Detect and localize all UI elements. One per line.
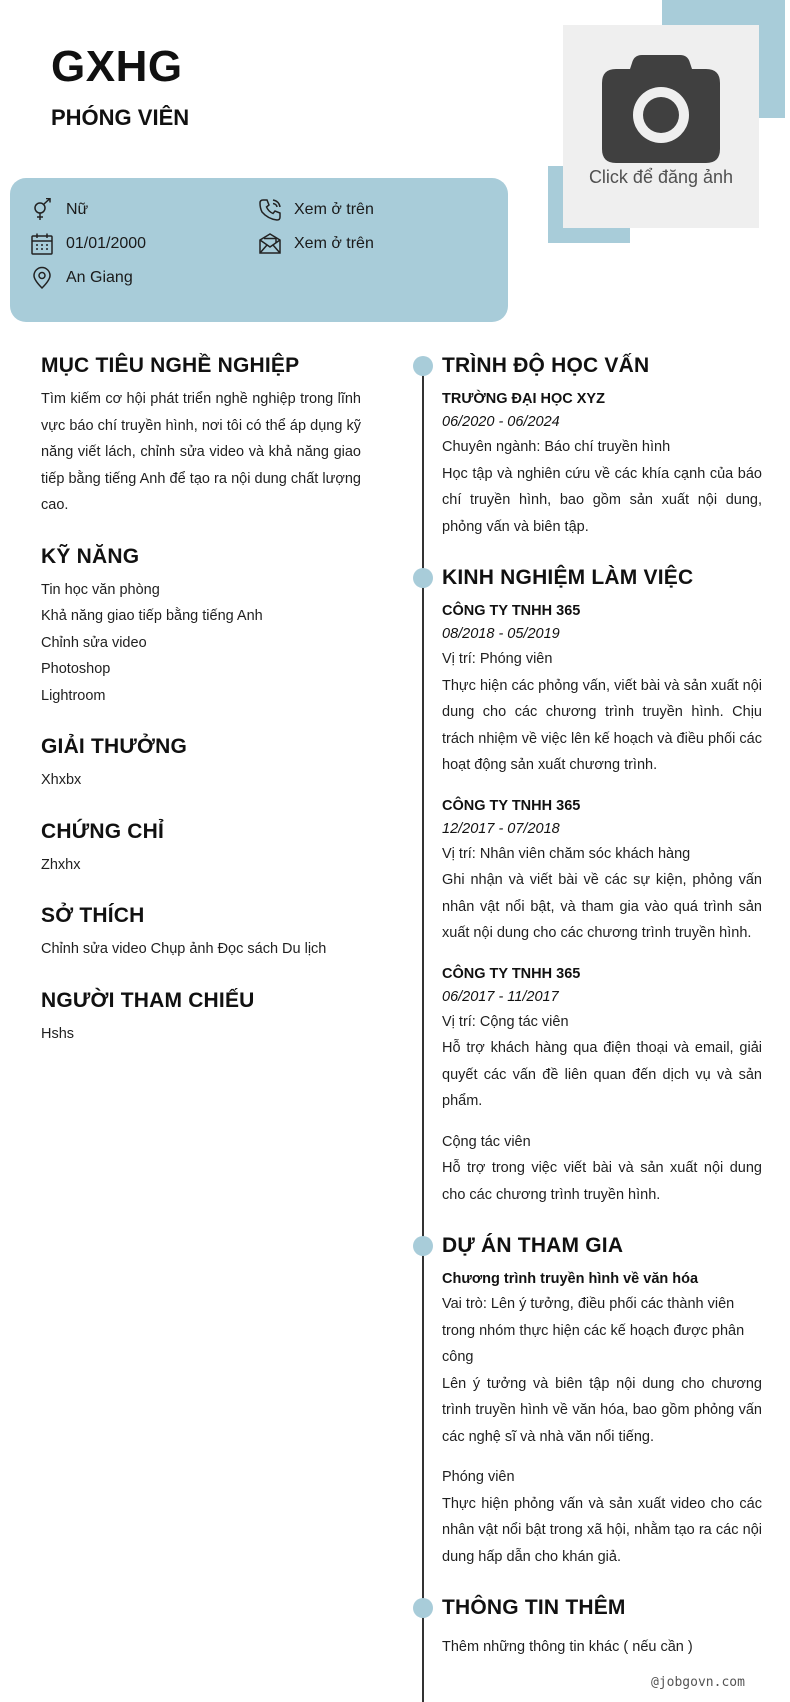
- contact-address[interactable]: [30, 266, 133, 290]
- photo-upload-label: Click để đăng ảnh: [588, 167, 734, 187]
- education-title: TRÌNH ĐỘ HỌC VẤN: [442, 354, 650, 377]
- experience-extra: [442, 1129, 762, 1209]
- education-section: [442, 352, 762, 540]
- email-value: Xem ở trên: [294, 235, 374, 252]
- experience-section: [442, 564, 762, 1208]
- watermark: @jobgovn.com: [651, 1675, 745, 1690]
- mail-icon: [258, 232, 282, 256]
- timeline-dot: [413, 356, 433, 376]
- timeline-line: [422, 362, 424, 1702]
- experience-company[interactable]: CÔNG TY TNHH 365: [442, 797, 581, 814]
- contact-phone[interactable]: [258, 198, 374, 222]
- education-period[interactable]: 06/2020 - 06/2024: [442, 414, 560, 430]
- projects-title: DỰ ÁN THAM GIA: [442, 1234, 624, 1257]
- timeline-dot: [413, 1236, 433, 1256]
- experience-description[interactable]: Ghi nhận và viết bài về các sự kiện, phỏng vấn nhân vật nổi bật, và tham gia vào quá trình sản xuất nội dung cho các chương trình truyền hình.: [442, 872, 762, 941]
- more-info-text[interactable]: Thêm những thông tin khác ( nếu cần ): [442, 1639, 693, 1655]
- hobbies-title: SỞ THÍCH: [41, 904, 145, 927]
- experience-entry: [442, 600, 762, 779]
- skills-title: KỸ NĂNG: [41, 544, 140, 568]
- camera-icon: [602, 55, 720, 163]
- objective-text[interactable]: Tìm kiếm cơ hội phát triển nghề nghiệp trong lĩnh vực báo chí truyền hình, nơi tôi có thể áp dụng kỹ năng viết lách, chỉnh sửa video và khả năng giao tiếp bằng tiếng Anh để tạo ra nội dung chất lượng cao.: [41, 391, 361, 513]
- experience-extra-description[interactable]: Hỗ trợ trong việc viết bài và sản xuất nội dung cho các chương trình truyền hình.: [442, 1160, 762, 1203]
- timeline-dot: [413, 568, 433, 588]
- education-major[interactable]: Chuyên ngành: Báo chí truyền hình: [442, 439, 671, 455]
- education-description[interactable]: Học tập và nghiên cứu về các khía cạnh của báo chí truyền hình, bao gồm sản xuất nội dung, phỏng vấn và biên tập.: [442, 465, 762, 535]
- skill-item[interactable]: Photoshop: [41, 661, 111, 677]
- experience-position[interactable]: Vị trí: Phóng viên: [442, 651, 553, 667]
- experience-period[interactable]: 06/2017 - 11/2017: [442, 988, 559, 1005]
- certificates-section: [41, 818, 361, 879]
- experience-extra-role[interactable]: Cộng tác viên: [442, 1133, 531, 1150]
- experience-position[interactable]: Vị trí: Cộng tác viên: [442, 1013, 569, 1030]
- objective-section: [41, 352, 361, 519]
- birthdate-value: 01/01/2000: [66, 235, 147, 252]
- job-title[interactable]: PHÓNG VIÊN: [51, 105, 190, 130]
- objective-title: MỤC TIÊU NGHỀ NGHIỆP: [41, 354, 300, 377]
- awards-section: [41, 733, 361, 794]
- references-section: [41, 987, 361, 1048]
- right-column: [442, 352, 762, 1685]
- skills-list: [41, 577, 361, 710]
- awards-text[interactable]: Xhxbx: [41, 772, 82, 788]
- certificates-title: CHỨNG CHỈ: [41, 819, 165, 843]
- more-info-title: THÔNG TIN THÊM: [442, 1596, 626, 1619]
- phone-value: Xem ở trên: [294, 201, 374, 218]
- phone-icon: [258, 198, 282, 222]
- left-column: [41, 352, 361, 1071]
- experience-description[interactable]: Hỗ trợ khách hàng qua điện thoại và email, giải quyết các vấn đề liên quan đến dịch vụ và sản phẩm.: [442, 1040, 762, 1109]
- experience-description[interactable]: Thực hiện các phỏng vấn, viết bài và sản xuất nội dung cho các chương trình truyền hình. Chịu trách nhiệm về việc lên kế hoạch và điều phối các hoạt động sản xuất chương trình.: [442, 677, 762, 773]
- education-school[interactable]: TRƯỜNG ĐẠI HỌC XYZ: [442, 391, 605, 407]
- experience-title: KINH NGHIỆM LÀM VIỆC: [442, 566, 694, 589]
- skill-item[interactable]: Lightroom: [41, 687, 106, 704]
- contact-gender[interactable]: [30, 198, 88, 222]
- projects-section: [442, 1232, 762, 1570]
- project-extra: [442, 1464, 762, 1570]
- contact-birthdate[interactable]: [30, 232, 146, 256]
- experience-company[interactable]: CÔNG TY TNHH 365: [442, 603, 581, 619]
- experience-position[interactable]: Vị trí: Nhân viên chăm sóc khách hàng: [442, 845, 691, 862]
- experience-company[interactable]: CÔNG TY TNHH 365: [442, 965, 581, 982]
- candidate-name[interactable]: GXHG: [51, 42, 183, 91]
- location-icon: [30, 266, 54, 290]
- certificates-text[interactable]: Zhxhx: [41, 856, 81, 873]
- contact-email[interactable]: [258, 232, 374, 256]
- project-name[interactable]: Chương trình truyền hình về văn hóa: [442, 1271, 699, 1287]
- gender-icon: [30, 198, 54, 222]
- more-info-section: [442, 1594, 762, 1661]
- photo-upload[interactable]: [563, 25, 759, 228]
- awards-title: GIẢI THƯỞNG: [41, 735, 188, 758]
- experience-period[interactable]: 08/2018 - 05/2019: [442, 626, 560, 642]
- project-extra-role[interactable]: Phóng viên: [442, 1469, 515, 1485]
- experience-entry: [442, 963, 762, 1209]
- address-value: An Giang: [66, 269, 133, 286]
- skill-item[interactable]: Khả năng giao tiếp bằng tiếng Anh: [41, 608, 263, 624]
- hobbies-section: [41, 902, 361, 963]
- skill-item[interactable]: Tin học văn phòng: [41, 581, 160, 598]
- experience-period[interactable]: 12/2017 - 07/2018: [442, 820, 560, 837]
- skill-item[interactable]: Chỉnh sửa video: [41, 634, 147, 651]
- gender-value: Nữ: [66, 201, 89, 218]
- project-description[interactable]: Lên ý tưởng và biên tập nội dung cho chương trình truyền hình về văn hóa, bao gồm phỏng vấn các nghệ sĩ và nhà văn nổi tiếng.: [442, 1375, 762, 1445]
- references-title: NGƯỜI THAM CHIẾU: [41, 988, 255, 1012]
- hobbies-text[interactable]: Chỉnh sửa video Chụp ảnh Đọc sách Du lịch: [41, 941, 327, 957]
- timeline-dot: [413, 1598, 433, 1618]
- skills-section: [41, 543, 361, 710]
- contact-box: [10, 178, 508, 322]
- project-role[interactable]: Vai trò: Lên ý tưởng, điều phối các thành viên trong nhóm thực hiện các kế hoạch được phân công: [442, 1296, 745, 1365]
- experience-entry: [442, 795, 762, 947]
- calendar-icon: [30, 232, 54, 256]
- references-text[interactable]: Hshs: [41, 1025, 75, 1042]
- project-extra-description[interactable]: Thực hiện phỏng vấn và sản xuất video cho các nhân vật nổi bật trong xã hội, nhằm tạo ra các nội dung hấp dẫn cho khán giả.: [442, 1495, 762, 1565]
